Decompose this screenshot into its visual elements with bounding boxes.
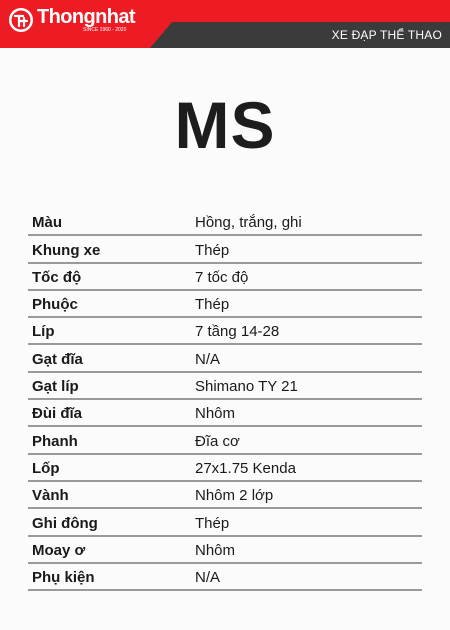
- spec-value: Nhôm 2 lớp: [195, 487, 274, 505]
- spec-label: Ghi đông: [32, 514, 98, 532]
- spec-value: 7 tốc độ: [195, 268, 249, 286]
- spec-label: Vành: [32, 487, 69, 505]
- spec-label: Khung xe: [32, 241, 101, 259]
- spec-row: [28, 427, 422, 454]
- specs-table: [28, 209, 422, 591]
- spec-row: [28, 564, 422, 591]
- model-title: MS: [174, 88, 276, 162]
- category-tagline: XE ĐẠP THỂ THAO: [331, 28, 442, 42]
- spec-row: [28, 373, 422, 400]
- spec-row: [28, 509, 422, 536]
- spec-row: [28, 236, 422, 263]
- spec-row: [28, 318, 422, 345]
- spec-value: Thép: [195, 296, 230, 314]
- brand-since: SINCE 1960 - 2020: [83, 27, 127, 33]
- logo-emblem-icon: [8, 7, 34, 33]
- spec-row: [28, 209, 422, 236]
- spec-label: Phuộc: [32, 296, 78, 314]
- spec-value: Shimano TY 21: [195, 378, 298, 396]
- spec-value: Nhôm: [195, 541, 236, 559]
- spec-row: [28, 537, 422, 564]
- spec-label: Phanh: [32, 432, 78, 450]
- spec-value: N/A: [195, 350, 221, 368]
- spec-value: Nhôm: [195, 405, 236, 423]
- spec-row: [28, 400, 422, 427]
- spec-value: 27x1.75 Kenda: [195, 459, 296, 477]
- spec-row: [28, 345, 422, 372]
- brand-name: Thongnhat: [37, 6, 135, 28]
- spec-label: Gạt đĩa: [32, 350, 83, 368]
- header-band: [0, 0, 450, 48]
- spec-label: Gạt líp: [32, 378, 79, 396]
- spec-value: Đĩa cơ: [195, 432, 240, 450]
- spec-value: Thép: [195, 514, 230, 532]
- spec-value: Thép: [195, 241, 230, 259]
- spec-value: 7 tầng 14-28: [195, 323, 280, 341]
- spec-label: Líp: [32, 323, 55, 341]
- spec-value: N/A: [195, 569, 221, 587]
- spec-row: [28, 291, 422, 318]
- spec-row: [28, 455, 422, 482]
- spec-label: Tốc độ: [32, 268, 82, 286]
- brand-logo: [8, 7, 135, 33]
- spec-row: [28, 264, 422, 291]
- spec-label: Moay ơ: [32, 541, 86, 559]
- spec-label: Màu: [32, 214, 62, 232]
- spec-label: Phụ kiện: [32, 569, 95, 587]
- spec-label: Lốp: [32, 459, 60, 477]
- spec-value: Hồng, trắng, ghi: [195, 214, 302, 232]
- spec-label: Đùi đĩa: [32, 405, 83, 423]
- spec-row: [28, 482, 422, 509]
